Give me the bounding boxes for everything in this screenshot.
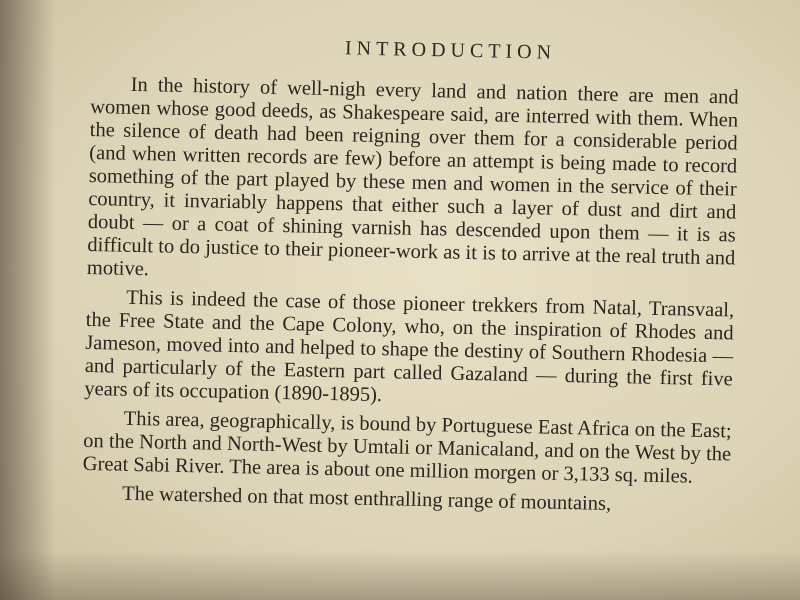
paragraph-3: This area, geographically, is bound by Portuguese East Africa on the East; on the North and North-West by Umtali or Manicaland, and on the West by the Great Sabi River. The area is about one million morgen or 3,133 sq. miles. xyxy=(82,407,732,488)
paragraph-4: The watershed on that most enthralling range of mountains, xyxy=(121,482,612,515)
page-content xyxy=(82,24,740,524)
chapter-heading: INTRODUCTION xyxy=(344,37,557,64)
paragraph-1: In the history of well-nigh every land and nation there are men and women whose good deeds, as Shakespeare said, are interred with them. When the silence of death had been reigning over them for a considerable period (and when written records are few) before an attempt is being made to record something of the part played by these men and women in the service of their country, it invariably happens that either such a layer of dust and dirt and doubt — or a coat of shining varnish has descended upon them — it is as difficult to do justice to their pioneer-work as it is to arrive at the real truth and motive. xyxy=(86,73,739,281)
paragraph-2: This is indeed the case of those pioneer trekkers from Natal, Transvaal, the Free State and the Cape Colony, who, on the inspiration of Rhodes and Jameson, moved into and helped to shape the destiny of Southern Rhodesia — and particularly of the Eastern part called Gazaland — during the first five years of its occupation (1890-1895). xyxy=(84,286,735,407)
